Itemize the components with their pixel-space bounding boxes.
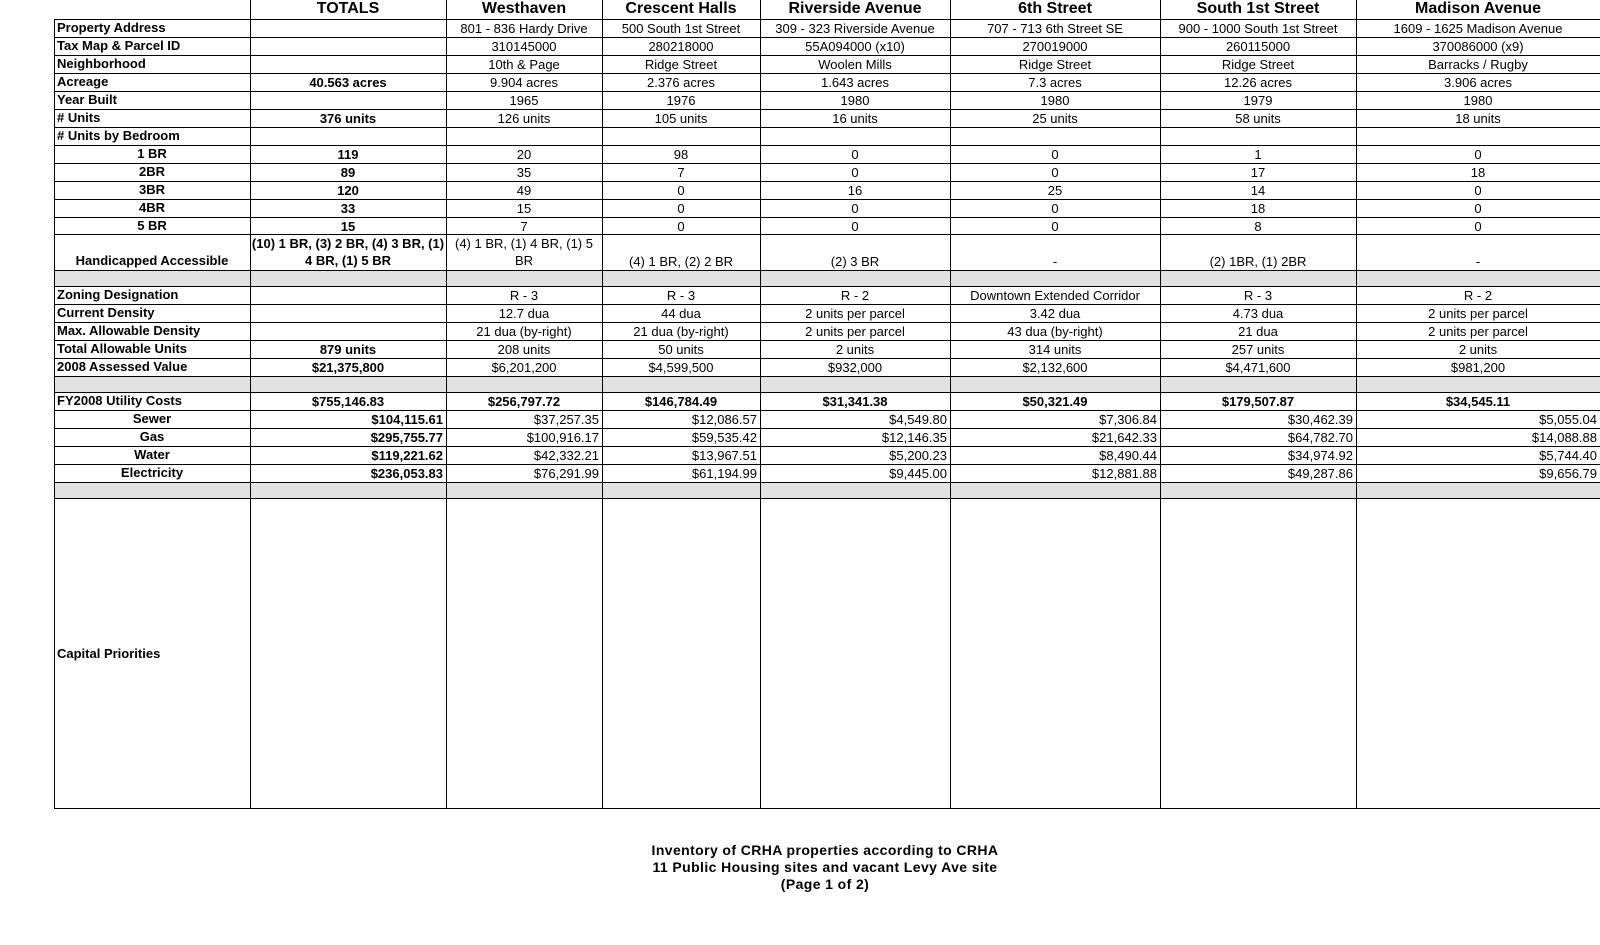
cell-handicapped-1: (4) 1 BR, (1) 4 BR, (1) 5 BR <box>455 236 593 268</box>
cell-zoning-2: R - 3 <box>666 288 696 303</box>
cell-electricity-2: $61,194.99 <box>691 466 757 481</box>
cell-max-density-1: 21 dua (by-right) <box>476 324 572 339</box>
row-label-gas: Gas <box>139 429 165 444</box>
cell-br2-5: 17 <box>1250 165 1266 180</box>
cell-utility-0: $755,146.83 <box>311 394 385 409</box>
cell-handicapped-4: - <box>1052 254 1058 269</box>
cell-zoning-4: Downtown Extended Corridor <box>970 288 1140 303</box>
cell-year-4: 1980 <box>1040 93 1070 108</box>
column-header: Westhaven <box>481 0 567 17</box>
column-header: TOTALS <box>316 0 380 17</box>
cell-total-allowable-1: 208 units <box>497 342 551 357</box>
cell-acreage-5: 12.26 acres <box>1224 75 1292 90</box>
row-divider <box>54 145 1600 146</box>
cell-br3-5: 14 <box>1250 183 1266 198</box>
cell-br4-4: 0 <box>1051 201 1059 216</box>
cell-sewer-2: $12,086.57 <box>691 412 757 427</box>
cell-br1-3: 0 <box>851 147 859 162</box>
row-label-max-density: Max. Allowable Density <box>57 323 201 338</box>
row-divider <box>54 340 1600 341</box>
cell-utility-1: $256,797.72 <box>487 394 561 409</box>
cell-electricity-0: $236,053.83 <box>370 466 443 481</box>
cell-zoning-6: R - 2 <box>1463 288 1493 303</box>
row-divider <box>54 446 1600 447</box>
row-divider <box>54 428 1600 429</box>
cell-assessed-1: $6,201,200 <box>491 360 557 375</box>
cell-water-0: $119,221.62 <box>371 448 443 463</box>
cell-br5-0: 15 <box>340 219 356 234</box>
cell-max-density-6: 2 units per parcel <box>1428 324 1528 339</box>
cell-units-3: 16 units <box>832 111 878 126</box>
column-header: Riverside Avenue <box>788 0 922 17</box>
cell-year-2: 1976 <box>666 93 696 108</box>
row-divider <box>54 163 1600 164</box>
cell-water-5: $34,974.92 <box>1287 448 1353 463</box>
cell-acreage-0: 40.563 acres <box>309 75 387 90</box>
cell-units-0: 376 units <box>319 111 377 126</box>
cell-sewer-3: $4,549.80 <box>889 412 947 427</box>
cell-year-6: 1980 <box>1463 93 1493 108</box>
footer-line-2: 11 Public Housing sites and vacant Levy Ave site <box>652 859 998 875</box>
cell-max-density-4: 43 dua (by-right) <box>1007 324 1103 339</box>
cell-br5-5: 8 <box>1254 219 1262 234</box>
cell-br2-4: 0 <box>1051 165 1059 180</box>
cell-br1-6: 0 <box>1474 147 1482 162</box>
cell-electricity-5: $49,287.86 <box>1287 466 1353 481</box>
cell-br5-4: 0 <box>1051 219 1059 234</box>
cell-neighborhood-3: Woolen Mills <box>818 57 892 72</box>
cell-neighborhood-2: Ridge Street <box>644 57 718 72</box>
cell-current-density-1: 12.7 dua <box>498 306 550 321</box>
row-label-capital: Capital Priorities <box>57 646 161 661</box>
cell-br4-6: 0 <box>1474 201 1482 216</box>
cell-br4-1: 15 <box>516 201 532 216</box>
inventory-table <box>54 0 1600 661</box>
cell-total-allowable-6: 2 units <box>1458 342 1498 357</box>
cell-handicapped-2: (4) 1 BR, (2) 2 BR <box>628 254 734 269</box>
row-divider <box>54 73 1600 74</box>
row-divider <box>54 199 1600 200</box>
cell-br4-3: 0 <box>851 201 859 216</box>
row-divider <box>54 270 1600 271</box>
spacer-band <box>54 482 1600 499</box>
cell-units-1: 126 units <box>497 111 551 126</box>
row-label-sewer: Sewer <box>132 411 172 426</box>
cell-current-density-6: 2 units per parcel <box>1428 306 1528 321</box>
row-divider <box>54 37 1600 38</box>
cell-assessed-6: $981,200 <box>1450 360 1506 375</box>
row-divider <box>54 286 1600 287</box>
cell-tax-4: 270019000 <box>1022 39 1088 54</box>
row-label-br5: 5 BR <box>137 218 167 233</box>
cell-br5-1: 7 <box>520 219 528 234</box>
cell-tax-1: 310145000 <box>491 39 557 54</box>
cell-gas-2: $59,535.42 <box>691 430 757 445</box>
cell-gas-1: $100,916.17 <box>526 430 599 445</box>
cell-max-density-3: 2 units per parcel <box>805 324 905 339</box>
cell-br2-3: 0 <box>851 165 859 180</box>
cell-neighborhood-1: 10th & Page <box>488 57 560 72</box>
cell-neighborhood-5: Ridge Street <box>1221 57 1295 72</box>
cell-br2-0: 89 <box>340 165 356 180</box>
cell-br2-2: 7 <box>677 165 685 180</box>
row-label-year: Year Built <box>57 92 117 107</box>
row-divider <box>54 304 1600 305</box>
cell-electricity-1: $76,291.99 <box>533 466 599 481</box>
row-divider <box>54 392 1600 393</box>
row-label-br2: 2BR <box>138 164 165 179</box>
row-divider <box>54 19 1600 20</box>
cell-sewer-6: $5,055.04 <box>1539 412 1597 427</box>
cell-water-2: $13,967.51 <box>691 448 757 463</box>
cell-assessed-5: $4,471,600 <box>1225 360 1291 375</box>
cell-total-allowable-3: 2 units <box>835 342 875 357</box>
cell-total-allowable-5: 257 units <box>1231 342 1285 357</box>
row-divider <box>54 410 1600 411</box>
column-header: Madison Avenue <box>1415 0 1541 17</box>
row-label-neighborhood: Neighborhood <box>57 56 146 71</box>
cell-tax-5: 260115000 <box>1225 39 1291 54</box>
row-divider <box>54 181 1600 182</box>
row-divider <box>54 482 1600 483</box>
row-label-handicapped: Handicapped Accessible <box>75 253 229 268</box>
cell-br3-2: 0 <box>677 183 685 198</box>
cell-water-1: $42,332.21 <box>533 448 599 463</box>
cell-utility-4: $50,321.49 <box>1022 394 1088 409</box>
cell-zoning-1: R - 3 <box>509 288 539 303</box>
cell-address-3: 309 - 323 Riverside Avenue <box>775 21 935 36</box>
row-label-water: Water <box>134 447 170 462</box>
cell-current-density-3: 2 units per parcel <box>805 306 905 321</box>
cell-br3-3: 16 <box>847 183 863 198</box>
cell-br5-6: 0 <box>1474 219 1482 234</box>
footer-line-3: (Page 1 of 2) <box>780 876 870 892</box>
cell-sewer-1: $37,257.35 <box>533 412 599 427</box>
cell-electricity-3: $9,445.00 <box>889 466 947 481</box>
cell-acreage-1: 9.904 acres <box>490 75 558 90</box>
cell-assessed-2: $4,599,500 <box>648 360 714 375</box>
row-divider <box>54 217 1600 218</box>
row-label-electricity: Electricity <box>120 465 184 480</box>
row-label-units-by-bedroom: # Units by Bedroom <box>57 128 180 143</box>
cell-acreage-4: 7.3 acres <box>1028 75 1082 90</box>
cell-br1-2: 98 <box>673 147 689 162</box>
cell-assessed-0: $21,375,800 <box>311 360 385 375</box>
spacer-band <box>54 270 1600 287</box>
cell-handicapped-3: (2) 3 BR <box>830 254 880 269</box>
cell-water-3: $5,200.23 <box>889 448 947 463</box>
cell-utility-3: $31,341.38 <box>822 394 888 409</box>
cell-br1-1: 20 <box>516 147 532 162</box>
cell-br3-4: 25 <box>1047 183 1063 198</box>
cell-electricity-6: $9,656.79 <box>1539 466 1597 481</box>
cell-br2-1: 35 <box>516 165 532 180</box>
cell-zoning-5: R - 3 <box>1243 288 1273 303</box>
spacer-band <box>54 376 1600 393</box>
cell-total-allowable-2: 50 units <box>658 342 704 357</box>
cell-sewer-0: $104,115.61 <box>371 412 443 427</box>
cell-gas-6: $14,088.88 <box>1531 430 1597 445</box>
cell-neighborhood-6: Barracks / Rugby <box>1428 57 1528 72</box>
row-label-current-density: Current Density <box>57 305 155 320</box>
cell-assessed-4: $2,132,600 <box>1022 360 1088 375</box>
cell-br2-6: 18 <box>1470 165 1486 180</box>
cell-br5-3: 0 <box>851 219 859 234</box>
column-header: South 1st Street <box>1196 0 1320 17</box>
cell-utility-6: $34,545.11 <box>1445 394 1511 409</box>
cell-tax-3: 55A094000 (x10) <box>805 39 905 54</box>
cell-handicapped-6: - <box>1475 254 1481 269</box>
cell-tax-2: 280218000 <box>648 39 714 54</box>
cell-units-4: 25 units <box>1032 111 1078 126</box>
row-label-br3: 3BR <box>138 182 165 197</box>
cell-acreage-6: 3.906 acres <box>1444 75 1512 90</box>
cell-zoning-3: R - 2 <box>840 288 870 303</box>
row-divider <box>54 322 1600 323</box>
row-label-units: # Units <box>57 110 101 125</box>
cell-total-allowable-0: 879 units <box>319 342 377 357</box>
row-divider <box>54 91 1600 92</box>
cell-current-density-2: 44 dua <box>661 306 701 321</box>
row-label-br1: 1 BR <box>137 146 167 161</box>
cell-year-3: 1980 <box>840 93 870 108</box>
cell-utility-5: $179,507.87 <box>1221 394 1295 409</box>
cell-br4-5: 18 <box>1250 201 1266 216</box>
cell-water-4: $8,490.44 <box>1099 448 1157 463</box>
cell-units-2: 105 units <box>654 111 708 126</box>
row-divider <box>54 109 1600 110</box>
cell-current-density-5: 4.73 dua <box>1232 306 1284 321</box>
cell-water-6: $5,744.40 <box>1539 448 1597 463</box>
row-label-total-allowable: Total Allowable Units <box>57 341 188 356</box>
cell-neighborhood-4: Ridge Street <box>1018 57 1092 72</box>
row-label-address: Property Address <box>57 20 166 35</box>
cell-br1-5: 1 <box>1254 147 1262 162</box>
cell-handicapped-0: (10) 1 BR, (3) 2 BR, (4) 3 BR, (1) 4 BR, (1) 5 BR <box>251 236 445 268</box>
cell-address-5: 900 - 1000 South 1st Street <box>1178 21 1338 36</box>
row-divider <box>54 358 1600 359</box>
cell-gas-3: $12,146.35 <box>881 430 947 445</box>
row-divider <box>54 376 1600 377</box>
cell-address-4: 707 - 713 6th Street SE <box>987 21 1123 36</box>
row-divider <box>54 464 1600 465</box>
row-label-br4: 4BR <box>138 200 165 215</box>
cell-address-2: 500 South 1st Street <box>621 21 741 36</box>
cell-sewer-4: $7,306.84 <box>1099 412 1157 427</box>
cell-br3-1: 49 <box>516 183 532 198</box>
cell-acreage-2: 2.376 acres <box>647 75 715 90</box>
cell-utility-2: $146,784.49 <box>644 394 718 409</box>
row-divider <box>54 498 1600 499</box>
cell-acreage-3: 1.643 acres <box>821 75 889 90</box>
cell-units-6: 18 units <box>1455 111 1501 126</box>
column-header: Crescent Halls <box>625 0 737 17</box>
cell-tax-6: 370086000 (x9) <box>1432 39 1524 54</box>
cell-gas-5: $64,782.70 <box>1287 430 1353 445</box>
row-label-tax: Tax Map & Parcel ID <box>57 38 181 53</box>
cell-max-density-2: 21 dua (by-right) <box>633 324 729 339</box>
cell-units-5: 58 units <box>1235 111 1281 126</box>
cell-gas-0: $295,755.77 <box>370 430 443 445</box>
cell-br3-0: 120 <box>337 183 359 198</box>
cell-year-5: 1979 <box>1243 93 1273 108</box>
row-divider <box>54 127 1600 128</box>
cell-br1-4: 0 <box>1051 147 1059 162</box>
cell-br5-2: 0 <box>677 219 685 234</box>
cell-handicapped-5: (2) 1BR, (1) 2BR <box>1209 254 1307 269</box>
cell-sewer-5: $30,462.39 <box>1287 412 1353 427</box>
row-label-zoning: Zoning Designation <box>57 287 179 302</box>
cell-address-6: 1609 - 1625 Madison Avenue <box>1393 21 1563 36</box>
row-label-assessed: 2008 Assessed Value <box>57 359 188 374</box>
cell-br4-0: 33 <box>340 201 356 216</box>
cell-total-allowable-4: 314 units <box>1028 342 1082 357</box>
cell-br1-0: 119 <box>337 147 359 162</box>
cell-electricity-4: $12,881.88 <box>1091 466 1157 481</box>
cell-assessed-3: $932,000 <box>827 360 883 375</box>
cell-max-density-5: 21 dua <box>1238 324 1278 339</box>
row-label-acreage: Acreage <box>57 74 109 89</box>
row-divider <box>54 55 1600 56</box>
column-header: 6th Street <box>1018 0 1092 17</box>
cell-br3-6: 0 <box>1474 183 1482 198</box>
cell-gas-4: $21,642.33 <box>1091 430 1157 445</box>
table-bottom <box>54 808 1600 809</box>
row-label-utility: FY2008 Utility Costs <box>57 393 182 408</box>
footer-line-1: Inventory of CRHA properties according to CRHA <box>651 842 999 858</box>
footer-caption <box>0 842 1600 893</box>
cell-year-1: 1965 <box>509 93 539 108</box>
cell-current-density-4: 3.42 dua <box>1029 306 1081 321</box>
cell-address-1: 801 - 836 Hardy Drive <box>460 21 588 36</box>
cell-br4-2: 0 <box>677 201 685 216</box>
